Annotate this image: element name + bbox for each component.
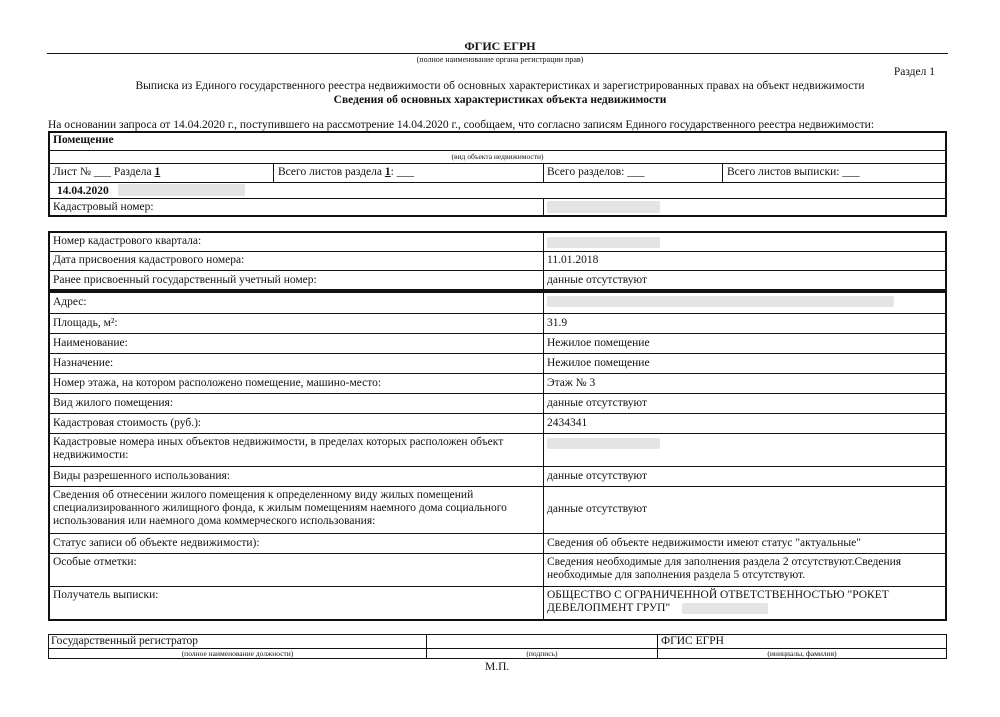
table-row-label: Вид жилого помещения: bbox=[53, 396, 174, 409]
table-row-divider bbox=[49, 533, 946, 534]
table-row-value: данные отсутствуют bbox=[547, 274, 647, 286]
cadastral-col-divider bbox=[543, 198, 544, 216]
col-divider-1 bbox=[273, 163, 274, 182]
total-extract-sheets: Всего листов выписки: ___ bbox=[727, 166, 860, 178]
table-row-divider bbox=[49, 466, 946, 467]
table-row-divider bbox=[49, 270, 946, 271]
table-row-value: Нежилое помещение bbox=[547, 356, 650, 369]
table-row-divider bbox=[49, 313, 946, 314]
table-row-label: Площадь, м²: bbox=[53, 316, 118, 329]
sheet-number-value: 1 bbox=[154, 166, 161, 178]
total-sheets-prefix: Всего листов раздела bbox=[278, 166, 382, 178]
table-row-label: Ранее присвоенный государственный учетный номер: bbox=[53, 274, 317, 286]
section-label: Раздел 1 bbox=[893, 66, 935, 78]
table-row-value: 11.01.2018 bbox=[547, 254, 599, 266]
total-sheets-value: 1 bbox=[384, 166, 391, 178]
table-row-value: данные отсутствуют bbox=[547, 396, 647, 409]
sheets-divider bbox=[49, 182, 946, 183]
sheet-number-prefix: Лист № ___ Раздела bbox=[53, 166, 152, 178]
stamp-mark: М.П. bbox=[485, 661, 510, 673]
total-sections: Всего разделов: ___ bbox=[547, 166, 645, 178]
redacted-block bbox=[547, 201, 660, 213]
table-row-label: Номер этажа, на котором расположено помещение, машино-место: bbox=[53, 376, 382, 389]
object-type: Помещение bbox=[53, 134, 114, 146]
table-row-label: Адрес: bbox=[53, 295, 87, 308]
table-row-label: Кадастровые номера иных объектов недвижимости, в пределах которых расположен объект недвижимости: bbox=[53, 436, 504, 461]
table-row-divider bbox=[49, 393, 946, 394]
object-type-caption: (вид объекта недвижимости) bbox=[451, 152, 544, 161]
registrar-name: ФГИС ЕГРН bbox=[661, 635, 724, 647]
redacted-block bbox=[682, 603, 768, 614]
signature-caption: (подпись) bbox=[526, 649, 558, 658]
table-row-divider bbox=[49, 333, 946, 334]
redacted-block bbox=[547, 438, 660, 449]
table-row-value: ОБЩЕСТВО С ОГРАНИЧЕННОЙ ОТВЕТСТВЕННОСТЬЮ "РОКЕТ ДЕВЕЛОПМЕНТ ГРУП" bbox=[547, 589, 889, 614]
table-row-value: данные отсутствуют bbox=[547, 503, 647, 515]
col-divider-2 bbox=[543, 163, 544, 182]
table-row-label: Получатель выписки: bbox=[53, 589, 159, 601]
table-row-divider bbox=[49, 586, 946, 587]
date-divider bbox=[49, 198, 946, 199]
table-row-value: Сведения необходимые для заполнения раздела 2 отсутствуют.Сведения необходимые для заполнения раздела 5 отсутствуют. bbox=[547, 556, 902, 581]
table-row-divider bbox=[49, 413, 946, 414]
object-type-divider bbox=[49, 150, 946, 151]
total-sheets-suffix: : ___ bbox=[390, 166, 414, 178]
caption-divider bbox=[49, 163, 946, 164]
extract-subtitle: Сведения об основных характеристиках объекта недвижимости bbox=[333, 94, 667, 106]
extract-title: Выписка из Единого государственного реестра недвижимости об основных характеристиках и зарегистрированных правах на объект недвижимости bbox=[135, 80, 865, 92]
table-row-divider bbox=[49, 553, 946, 554]
redacted-block bbox=[547, 296, 894, 307]
table-row-value: 2434341 bbox=[547, 416, 588, 429]
sheet-number bbox=[53, 166, 160, 179]
table-row-label: Виды разрешенного использования: bbox=[53, 469, 230, 482]
table-row-divider bbox=[49, 353, 946, 354]
table-row-label: Статус записи об объекте недвижимости): bbox=[53, 536, 260, 549]
table-row-label: Наименование: bbox=[53, 336, 128, 349]
cadastral-number-label: Кадастровый номер: bbox=[53, 201, 154, 213]
extract-date: 14.04.2020 bbox=[57, 185, 109, 197]
table-row-label: Особые отметки: bbox=[53, 556, 137, 568]
table-row-divider bbox=[49, 486, 946, 487]
table-row-label: Дата присвоения кадастрового номера: bbox=[53, 254, 245, 266]
table-row-label: Кадастровая стоимость (руб.): bbox=[53, 416, 202, 429]
table-row-divider bbox=[49, 433, 946, 434]
org-title: ФГИС ЕГРН bbox=[464, 39, 536, 53]
position-caption: (полное наименование должности) bbox=[181, 649, 294, 658]
total-sheets bbox=[278, 166, 414, 179]
initials-caption: (инициалы, фамилия) bbox=[767, 649, 837, 658]
org-caption: (полное наименование органа регистрации прав) bbox=[416, 55, 584, 64]
table-row-label: Номер кадастрового квартала: bbox=[53, 234, 202, 247]
table-row-value: данные отсутствуют bbox=[547, 469, 647, 482]
redacted-block bbox=[547, 237, 660, 248]
col-divider-3 bbox=[722, 163, 723, 182]
table-col-divider bbox=[543, 231, 544, 621]
table-row-label: Сведения об отнесении жилого помещения к определенному виду жилых помещений специализированного жилищного фонда, к жилым помещениям наемного дома социального использования или наемного дома коммерческого использования: bbox=[53, 489, 507, 527]
table-row-value: 31.9 bbox=[547, 316, 568, 329]
registrar-label: Государственный регистратор bbox=[51, 635, 198, 647]
table-row-value: Сведения об объекте недвижимости имеют статус "актуальные" bbox=[547, 536, 861, 549]
table-row-divider bbox=[49, 251, 946, 252]
table-row-value: Нежилое помещение bbox=[547, 336, 650, 349]
table-row-divider bbox=[49, 373, 946, 374]
redacted-block bbox=[118, 184, 245, 196]
table-row-value: Этаж № 3 bbox=[547, 376, 596, 389]
header-rule bbox=[47, 53, 948, 54]
basis-text: На основании запроса от 14.04.2020 г., поступившего на рассмотрение 14.04.2020 г., сообщаем, что согласно записям Единого государственного реестра недвижимости: bbox=[48, 119, 875, 131]
table-row-label: Назначение: bbox=[53, 356, 114, 369]
